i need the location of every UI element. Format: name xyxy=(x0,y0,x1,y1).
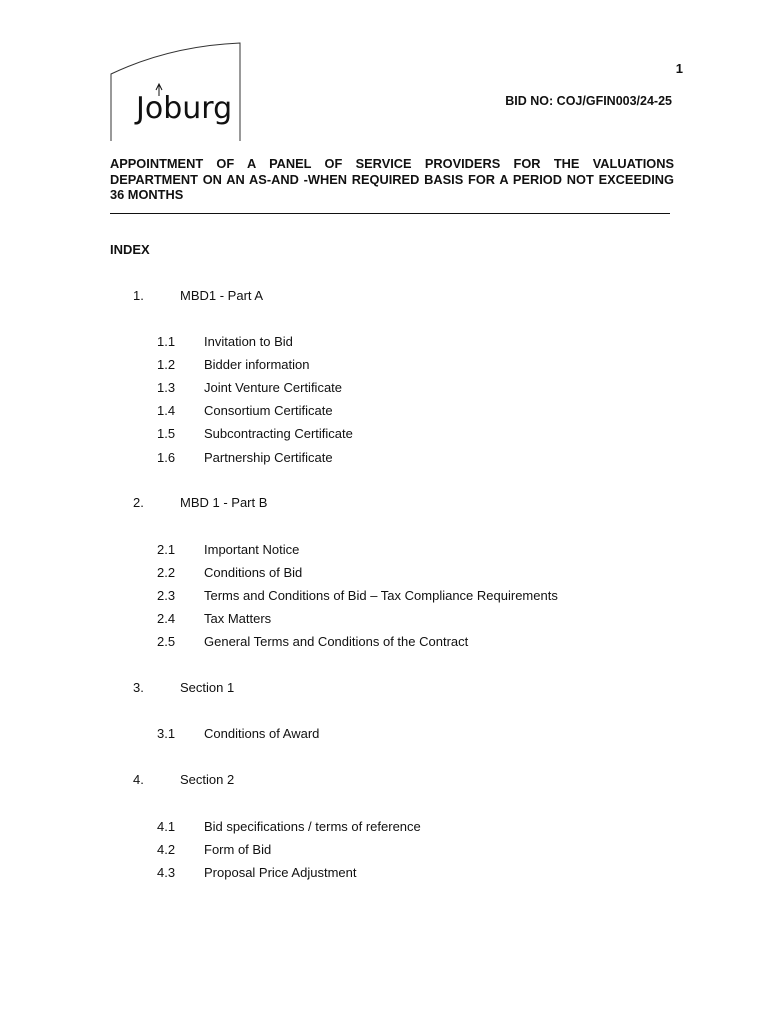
page-number: 1 xyxy=(675,61,683,76)
item-title: General Terms and Conditions of the Contract xyxy=(204,634,469,649)
item-title: Joint Venture Certificate xyxy=(204,380,343,395)
item-title: Bidder information xyxy=(204,357,310,372)
item-title: Proposal Price Adjustment xyxy=(204,865,357,880)
item-title: Terms and Conditions of Bid – Tax Compliance Requirements xyxy=(204,588,558,603)
title-underline xyxy=(110,213,670,214)
joburg-logo xyxy=(110,42,242,142)
section-number: 2. xyxy=(133,495,144,510)
section-title: Section 1 xyxy=(180,680,235,695)
item-title: Important Notice xyxy=(204,542,300,557)
index-heading: INDEX xyxy=(110,242,150,257)
item-number: 1.4 xyxy=(157,403,176,418)
item-title: Conditions of Award xyxy=(204,726,320,741)
item-number: 2.3 xyxy=(157,588,176,603)
item-number: 2.1 xyxy=(157,542,176,557)
document-title: APPOINTMENT OF A PANEL OF SERVICE PROVIDERS FOR THE VALUATIONS DEPARTMENT ON AN AS-AND -WHEN REQUIRED BASIS FOR A PERIOD NOT EXCEEDING 36 MONTHS xyxy=(110,156,674,202)
section-title: MBD 1 - Part B xyxy=(180,495,268,510)
item-title: Tax Matters xyxy=(204,611,272,626)
item-number: 1.5 xyxy=(157,426,176,441)
item-number: 4.2 xyxy=(157,842,176,857)
item-number: 2.4 xyxy=(157,611,176,626)
item-number: 1.6 xyxy=(157,450,176,465)
item-number: 4.3 xyxy=(157,865,176,880)
section-number: 1. xyxy=(133,288,144,303)
bid-number: BID NO: COJ/GFIN003/24-25 xyxy=(505,94,672,108)
item-number: 1.2 xyxy=(157,357,176,372)
item-title: Form of Bid xyxy=(204,842,272,857)
section-title: Section 2 xyxy=(180,772,235,787)
item-number: 4.1 xyxy=(157,819,176,834)
item-number: 3.1 xyxy=(157,726,176,741)
item-number: 2.5 xyxy=(157,634,176,649)
section-number: 3. xyxy=(133,680,144,695)
item-title: Invitation to Bid xyxy=(204,334,293,349)
item-title: Partnership Certificate xyxy=(204,450,333,465)
logo-text: Joburg xyxy=(136,91,233,126)
item-title: Conditions of Bid xyxy=(204,565,303,580)
section-number: 4. xyxy=(133,772,144,787)
item-title: Bid specifications / terms of reference xyxy=(204,819,421,834)
item-number: 2.2 xyxy=(157,565,176,580)
item-number: 1.1 xyxy=(157,334,176,349)
item-number: 1.3 xyxy=(157,380,176,395)
item-title: Consortium Certificate xyxy=(204,403,333,418)
item-title: Subcontracting Certificate xyxy=(204,426,353,441)
section-title: MBD1 - Part A xyxy=(180,288,264,303)
